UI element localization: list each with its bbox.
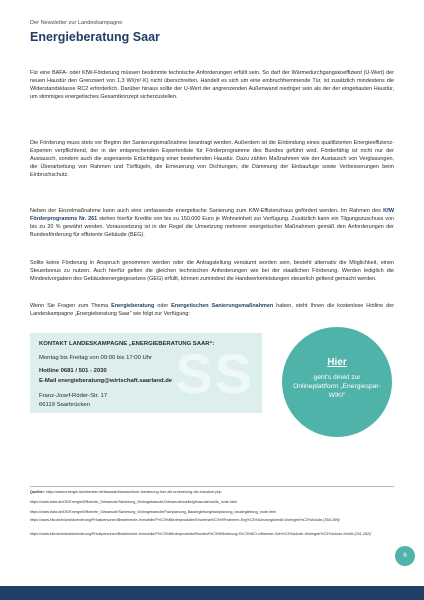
promo-hier-label: Hier [327,357,347,368]
kfw-text-before: Neben der Einzelmaßnahme kann auch eine umfassende energetische Sanierung zum KfW-Effizienzhaus gefördert werden. Im Rahmen des [30,208,384,214]
source-link-3[interactable]: https://www.bafa.de/DE/Energie/Effiziente_Gebaeude/Sanierung_Wohngebaeude/Fachplanung_Baubegleitung/fachplanung_baubegleitung_node.html [30,510,276,514]
contact-email-link[interactable]: E-Mail energieberatung@wirtschaft.saarland.de [39,378,173,384]
paragraph-kfw-program [30,207,394,239]
footer-bar [0,586,424,600]
contact-hours: Montag bis Freitag von 09:00 bis 17:00 Uhr [39,355,152,361]
paragraph-funding-application: Die Förderung muss stets vor Beginn der Sanierungsmaßnahme beantragt werden. Außerdem ist die Einbindung eines qualifizierten Energieeffizienz-Experten verpflichtend, der in der entsprechenden Expertenliste für Förderprogramme des Bundes geführt wird. Förderfähig ist nicht nur der Austausch, sondern auch die sogenannte Ertüchtigung einer bestehenden Haustür. Dazu zählen Maßnahmen wie der Austausch von Verglasungen, die Überarbeitung von Rahmen und Türflügeln, die Erneuerung von Dichtungen, die Dämmung der Einbaufuge sowie Verbesserungen beim Einbruchschutz. [30,140,394,179]
contact-hotline[interactable]: Hotline 0681 / 501 - 2030 [39,368,107,374]
page-number-badge: 6 [395,546,415,566]
intro-text-1: Wenn Sie Fragen zum Thema [30,303,112,309]
newsletter-kicker: Der Newsletter zur Landeskampagne [30,20,123,26]
contact-watermark: SS [175,342,254,405]
paragraph-hotline-intro [30,302,394,318]
intro-bold-1: Energieberatung [111,303,155,309]
paragraph-tax-bonus: Sollte keine Förderung in Anspruch genommen werden oder die Antragstellung versäumt worden sein, besteht alternativ die Möglichkeit, einen Steuerbonus zu nutzen. Auch hierfür gelten die gleichen technischen Anforderungen wie bei der staatlichen Förderung. Werden lediglich die Mindestvorgaben des Gebäudeenergiegesetzes (GEG) erfüllt, können zumindest die Handwerkerleistungen steuerlich geltend gemacht werden. [30,260,394,283]
source-link-1[interactable] [30,490,394,495]
intro-text-3: haben, steht Ihnen die kostenlose Hotline der Landeskampagne „Energieberatung Saar“ wie folgt zur Verfügung: [30,303,395,318]
source-link-5[interactable]: https://www.kfw.de/inlandsfoerderung/Privatpersonen/Bestehende-Immobilie/F%C3%B6rderprodukte/Bundesf%C3%B6rderung-f%C3%BCr-effiziente-Geb%C3%A4ude-Wohngeb%C3%A4ude-Kredit-(261-262)/ [30,532,372,536]
source-url-1: https://www.energie-fachberater.de/fassade/haustuer/tuer-foerderung-fuer-die-erneuerung-der-haustuer.php [45,490,222,494]
energiespar-wiki-link[interactable] [282,327,392,437]
source-link-2[interactable]: https://www.bafa.de/DE/Energie/Effiziente_Gebaeude/Sanierung_Wohngebaeude/Gebaeudehuelle/gebaeudehuelle_node.html [30,500,237,504]
intro-text-2: oder [154,303,172,309]
contact-city: 66119 Saarbrücken [39,402,90,408]
kfw-program-name: KfW Förderprogramms Nr. 261 [30,208,394,223]
paragraph-technical-requirements: Für eine BAFA- oder KfW-Förderung müssen bestimmte technische Anforderungen erfüllt sein. So darf der Wärmedurchgangskoeffizient (U-Wert) der neuen Haustür den Grenzwert von 1,3 W/(m²·K) nicht überschreiten. Handelt es sich um eine einbruchhemmende Tür, ist zusätzlich mindestens die Widerstandsklasse RC2 erforderlich. Darüber hinaus sollte der U-Wert der angrenzenden Außenwand niedriger sein als der der eingebauten Haustür, um stimmiges energetisches Gesamtkonzept sicherzustellen. [30,70,394,101]
intro-bold-2: Energetischen Sanierungsmaßnahmen [171,303,274,309]
contact-title: KONTAKT LANDESKAMPAGNE „ENERGIEBERATUNG SAAR“: [39,341,215,347]
sources-label: Quellen: [30,490,45,494]
source-link-4[interactable]: https://www.kfw.de/inlandsfoerderung/Privatpersonen/Bestehende-Immobilie/F%C3%B6rderprodukte/Einzelma%C3%9Fnahmen-Erg%C3%A4nzungskredit-Wohngeb%C3%A4ude-(358-359)/ [30,518,341,522]
page-title: Energieberatung Saar [30,30,160,44]
sources-divider [30,486,394,487]
kfw-text-after: stehen hierfür Kredite von bis zu 150.000 Euro je Wohneinheit zur Verfügung. Zusätzlich kann ein Tilgungszuschuss von bis zu 20 % gewährt werden. Voraussetzung ist in der Regel die Umsetzung mehrerer energetischer Maßnahmen gemäß den Anforderungen der Bundesförderung für effiziente Gebäude (BEG). [30,216,394,239]
contact-box [30,333,262,413]
promo-text: geht's direkt zur Onlineplattform „Energiespar-WIKI“ [293,374,381,399]
contact-street: Franz-Josef-Röder-Str. 17 [39,393,108,399]
